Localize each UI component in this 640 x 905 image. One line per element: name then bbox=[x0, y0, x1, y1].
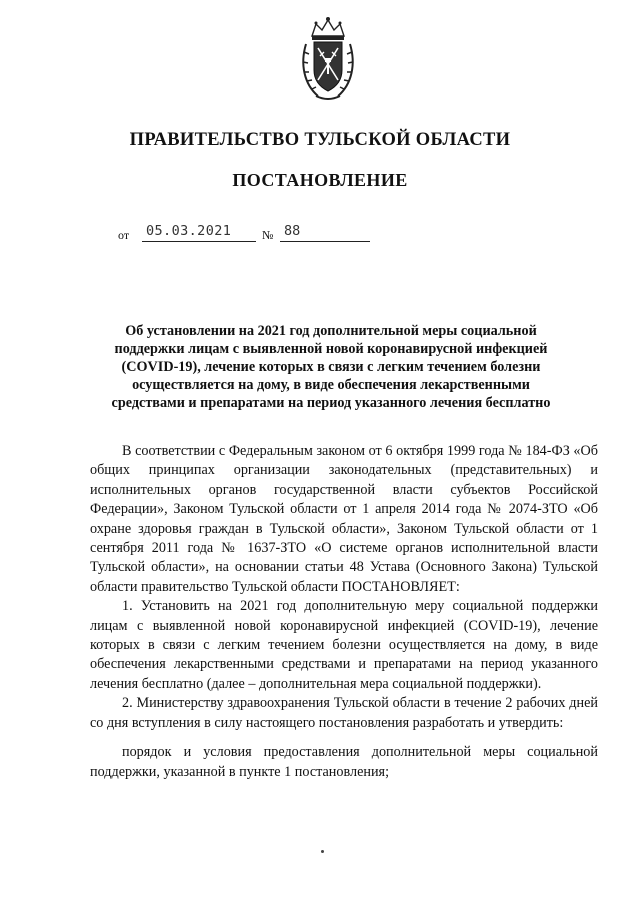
government-title: ПРАВИТЕЛЬСТВО ТУЛЬСКОЙ ОБЛАСТИ bbox=[129, 130, 511, 150]
subject-line: средствами и препаратами на период указанного лечения бесплатно bbox=[111, 395, 551, 411]
document-body bbox=[90, 442, 598, 782]
coat-of-arms-emblem bbox=[298, 14, 358, 104]
document-number: 88 bbox=[280, 222, 370, 242]
clause-2-subitem-paragraph: порядок и условия предоставления дополнительной меры социальной поддержки, указанной в пункте 1 постановления; bbox=[90, 744, 598, 780]
number-label: № bbox=[262, 228, 274, 242]
document-meta bbox=[118, 222, 388, 244]
clause-1-paragraph: 1. Установить на 2021 год дополнительную меру социальной поддержки лицам с выявленной новой коронавирусной инфекцией (COVID-19), лечение которых в связи с легким течением болезни осуществляется на дому, в виде обеспечения лекарственными средствами и препаратами на период указанного лечения бесплатно (далее – дополнительная мера социальной поддержки). bbox=[90, 598, 598, 692]
date-label: от bbox=[118, 228, 130, 242]
document-subject bbox=[92, 322, 570, 412]
document-type-title: ПОСТАНОВЛЕНИЕ bbox=[232, 170, 408, 190]
subject-line: поддержки лицам с выявленной новой коронавирусной инфекцией bbox=[114, 341, 548, 357]
subject-line: осуществляется на дому, в виде обеспечения лекарственными bbox=[132, 377, 530, 393]
scan-artifact bbox=[321, 850, 324, 853]
subject-line: Об установлении на 2021 год дополнительной меры социальной bbox=[125, 323, 537, 339]
clause-2-paragraph: 2. Министерству здравоохранения Тульской области в течение 2 рабочих дней со дня вступления в силу настоящего постановления разработать и утвердить: bbox=[90, 695, 598, 731]
subject-line: (COVID-19), лечение которых в связи с легким течением болезни bbox=[121, 359, 541, 375]
document-date: 05.03.2021 bbox=[142, 222, 256, 242]
preamble-paragraph: В соответствии с Федеральным законом от 6 октября 1999 года № 184-ФЗ «Об общих принципах организации законодательных (представительных) и исполнительных органов государственной власти субъектов Российской Федерации», Законом Тульской области от 1 апреля 2014 года № 2074-ЗТО «Об охране здоровья граждан в Тульской области», Законом Тульской области от 1 сентября 2011 года № 1637-ЗТО «О системе органов исполнительной власти Тульской области», на основании статьи 48 Устава (Основного Закона) Тульской области правительство Тульской области ПОСТАНОВЛЯЕТ: bbox=[90, 443, 598, 595]
